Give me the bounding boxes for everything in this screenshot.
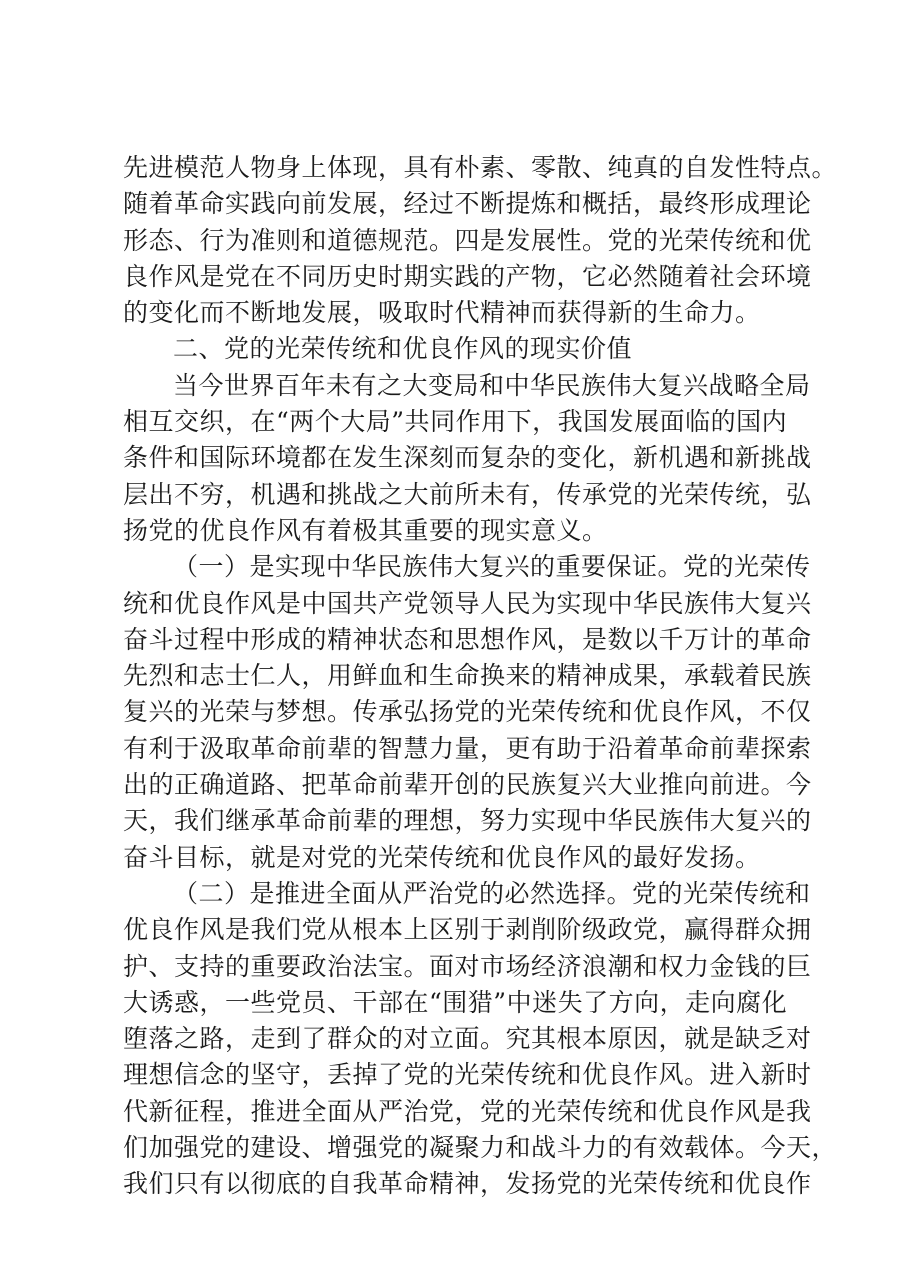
text-line: 堕落之路，走到了群众的对立面。究其根本原因，就是缺乏对: [123, 1024, 812, 1054]
text-line: 随着革命实践向前发展，经过不断提炼和概括，最终形成理论: [123, 189, 812, 219]
text-line: 奋斗目标，就是对党的光荣传统和优良作风的最好发扬。: [123, 842, 761, 872]
body-text: [123, 150, 838, 1203]
text-line: 良作风是党在不同历史时期实践的产物，它必然随着社会环境: [123, 261, 812, 291]
text-line: 理想信念的坚守，丢掉了党的光荣传统和优良作风。进入新时: [123, 1060, 812, 1090]
text-line: 护、支持的重要政治法宝。面对市场经济浪潮和权力金钱的巨: [123, 951, 812, 981]
text-line: 层出不穷，机遇和挑战之大前所未有，传承党的光荣传统，弘: [123, 479, 812, 509]
text-line: 代新征程，推进全面从严治党，党的光荣传统和优良作风是我: [123, 1096, 812, 1126]
paragraph-start-line: 当今世界百年未有之大变局和中华民族伟大复兴战略全局: [173, 370, 811, 400]
text-line: 优良作风是我们党从根本上区别于剥削阶级政党，赢得群众拥: [123, 915, 812, 945]
paragraph-start-line: （二）是推进全面从严治党的必然选择。党的光荣传统和: [173, 878, 811, 908]
text-line: 形态、行为准则和道德规范。四是发展性。党的光荣传统和优: [123, 225, 812, 255]
text-line: 的变化而不断地发展，吸取时代精神而获得新的生命力。: [123, 298, 761, 328]
text-line: 相互交织，在“两个大局”共同作用下，我国发展面临的国内: [123, 407, 788, 437]
text-line: 复兴的光荣与梦想。传承弘扬党的光荣传统和优良作风，不仅: [123, 697, 812, 727]
text-line: 奋斗过程中形成的精神状态和思想作风，是数以千万计的革命: [123, 624, 812, 654]
text-line: 条件和国际环境都在发生深刻而复杂的变化，新机遇和新挑战: [123, 443, 812, 473]
text-line: 有利于汲取革命前辈的智慧力量，更有助于沿着革命前辈探索: [123, 733, 812, 763]
text-line: 扬党的优良作风有着极其重要的现实意义。: [123, 515, 608, 545]
text-line: 出的正确道路、把革命前辈开创的民族复兴大业推向前进。今: [123, 770, 812, 800]
paragraph-start-line: 二、党的光荣传统和优良作风的现实价值: [173, 334, 633, 364]
paragraph-start-line: （一）是实现中华民族伟大复兴的重要保证。党的光荣传: [173, 552, 811, 582]
text-line: 们加强党的建设、增强党的凝聚力和战斗力的有效载体。今天，: [123, 1133, 838, 1163]
text-line: 我们只有以彻底的自我革命精神，发扬党的光荣传统和优良作: [123, 1169, 812, 1199]
text-line: 先烈和志士仁人，用鲜血和生命换来的精神成果，承载着民族: [123, 661, 812, 691]
text-line: 先进模范人物身上体现，具有朴素、零散、纯真的自发性特点。: [123, 153, 838, 182]
text-line: 大诱惑，一些党员、干部在“围猎”中迷失了方向，走向腐化: [123, 987, 788, 1017]
text-line: 天，我们继承革命前辈的理想，努力实现中华民族伟大复兴的: [123, 806, 812, 836]
text-line: 统和优良作风是中国共产党领导人民为实现中华民族伟大复兴: [123, 588, 812, 618]
